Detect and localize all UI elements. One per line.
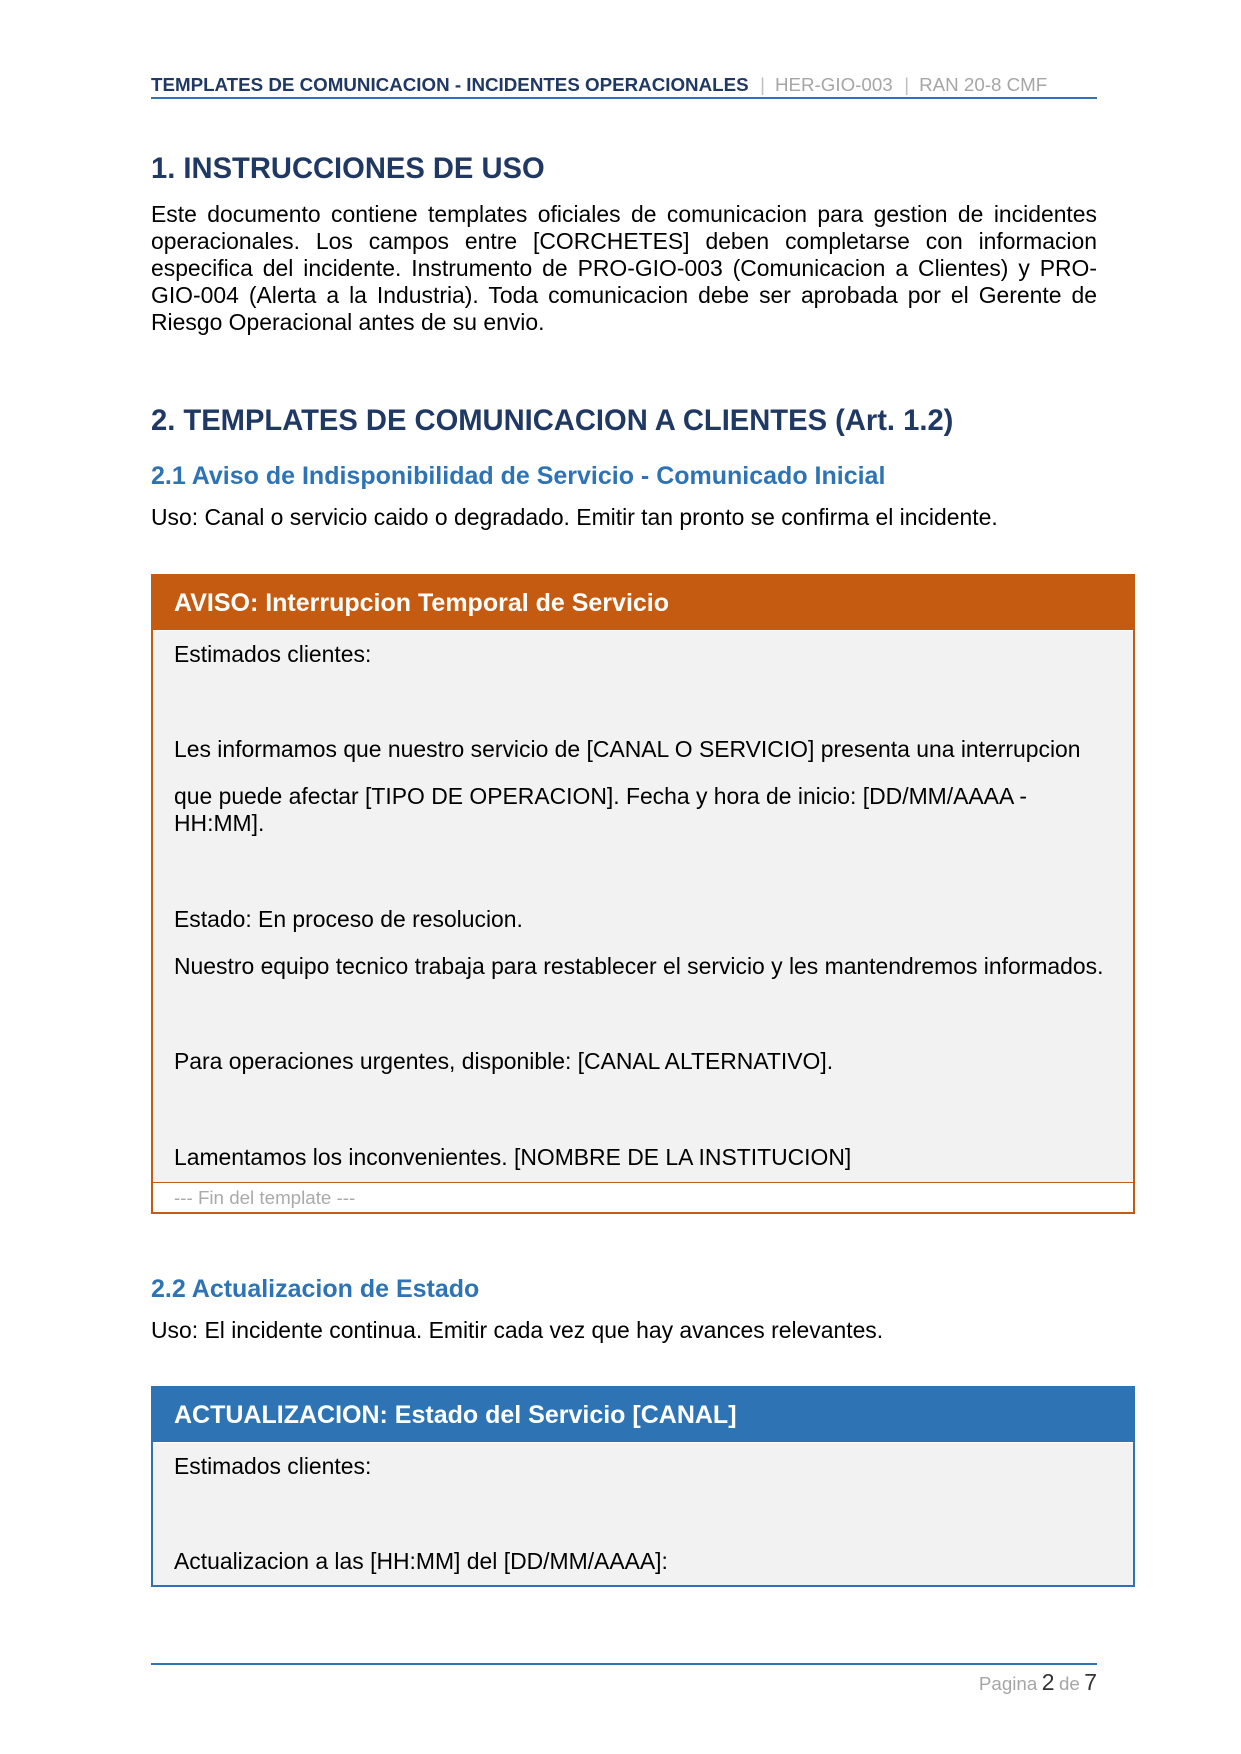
page-number <box>151 1669 1097 1695</box>
current-page: 2 <box>1041 1669 1055 1695</box>
subsection-2-2-usage: Uso: El incidente continua. Emitir cada vez que hay avances relevantes. <box>151 1316 884 1343</box>
subsection-2-1-heading: 2.1 Aviso de Indisponibilidad de Servicio - Comunicado Inicial <box>151 462 886 490</box>
template-paragraph: Estimados clientes: <box>174 1452 372 1479</box>
header-regulation: RAN 20-8 CMF <box>919 74 1048 95</box>
header-title: TEMPLATES DE COMUNICACION - INCIDENTES OPERACIONALES <box>151 74 749 95</box>
update-template-body <box>153 1442 1133 1585</box>
template-paragraph: Nuestro equipo tecnico trabaja para restablecer el servicio y les mantendremos informados. <box>174 953 1104 980</box>
page-label: Pagina <box>978 1673 1038 1694</box>
total-pages: 7 <box>1084 1669 1097 1695</box>
alert-template-body <box>153 630 1133 1182</box>
of-label: de <box>1058 1673 1080 1694</box>
header-rule <box>151 97 1097 99</box>
template-paragraph: Actualizacion a las [HH:MM] del [DD/MM/AAAA]: <box>174 1547 668 1574</box>
header-separator: | <box>904 74 910 95</box>
template-paragraph: Lamentamos los inconvenientes. [NOMBRE DE LA INSTITUCION] <box>174 1143 852 1170</box>
section-1-heading: 1. INSTRUCCIONES DE USO <box>151 153 545 185</box>
header-doc-code: HER-GIO-003 <box>774 74 893 95</box>
header-separator: | <box>760 74 765 95</box>
update-template-title: ACTUALIZACION: Estado del Servicio [CANAL] <box>153 1388 1133 1442</box>
template-paragraph: Estado: En proceso de resolucion. <box>174 905 523 932</box>
template-paragraph: Les informamos que nuestro servicio de [CANAL O SERVICIO] presenta una interrupcion <box>174 735 1081 762</box>
alert-template-box <box>151 574 1135 1214</box>
template-paragraph: Estimados clientes: <box>174 640 372 667</box>
template-paragraph: que puede afectar [TIPO DE OPERACION]. Fecha y hora de inicio: [DD/MM/AAAA - HH:MM]. <box>174 783 1027 837</box>
subsection-2-1-usage: Uso: Canal o servicio caido o degradado. Emitir tan pronto se confirma el incidente. <box>151 504 998 531</box>
footer-rule <box>151 1663 1097 1665</box>
alert-template-title: AVISO: Interrupcion Temporal de Servicio <box>153 576 1133 630</box>
subsection-2-2-heading: 2.2 Actualizacion de Estado <box>151 1275 480 1304</box>
running-header <box>151 74 1097 96</box>
template-end-marker: --- Fin del template --- <box>153 1182 1133 1212</box>
section-1-body: Este documento contiene templates oficiales de comunicacion para gestion de incidentes operacionales. Los campos entre [CORCHETES] deben completarse con informacion especifica del incidente. Instrumento de PRO-GIO-003 (Comunicacion a Clientes) y PRO-GIO-004 (Alerta a la Industria). Toda comunicacion debe ser aprobada por el Gerente de Riesgo Operacional antes de su envio. <box>151 200 1097 336</box>
update-template-box <box>151 1386 1135 1587</box>
section-2-heading: 2. TEMPLATES DE COMUNICACION A CLIENTES (Art. 1.2) <box>151 405 954 437</box>
template-paragraph: Para operaciones urgentes, disponible: [CANAL ALTERNATIVO]. <box>174 1048 834 1075</box>
